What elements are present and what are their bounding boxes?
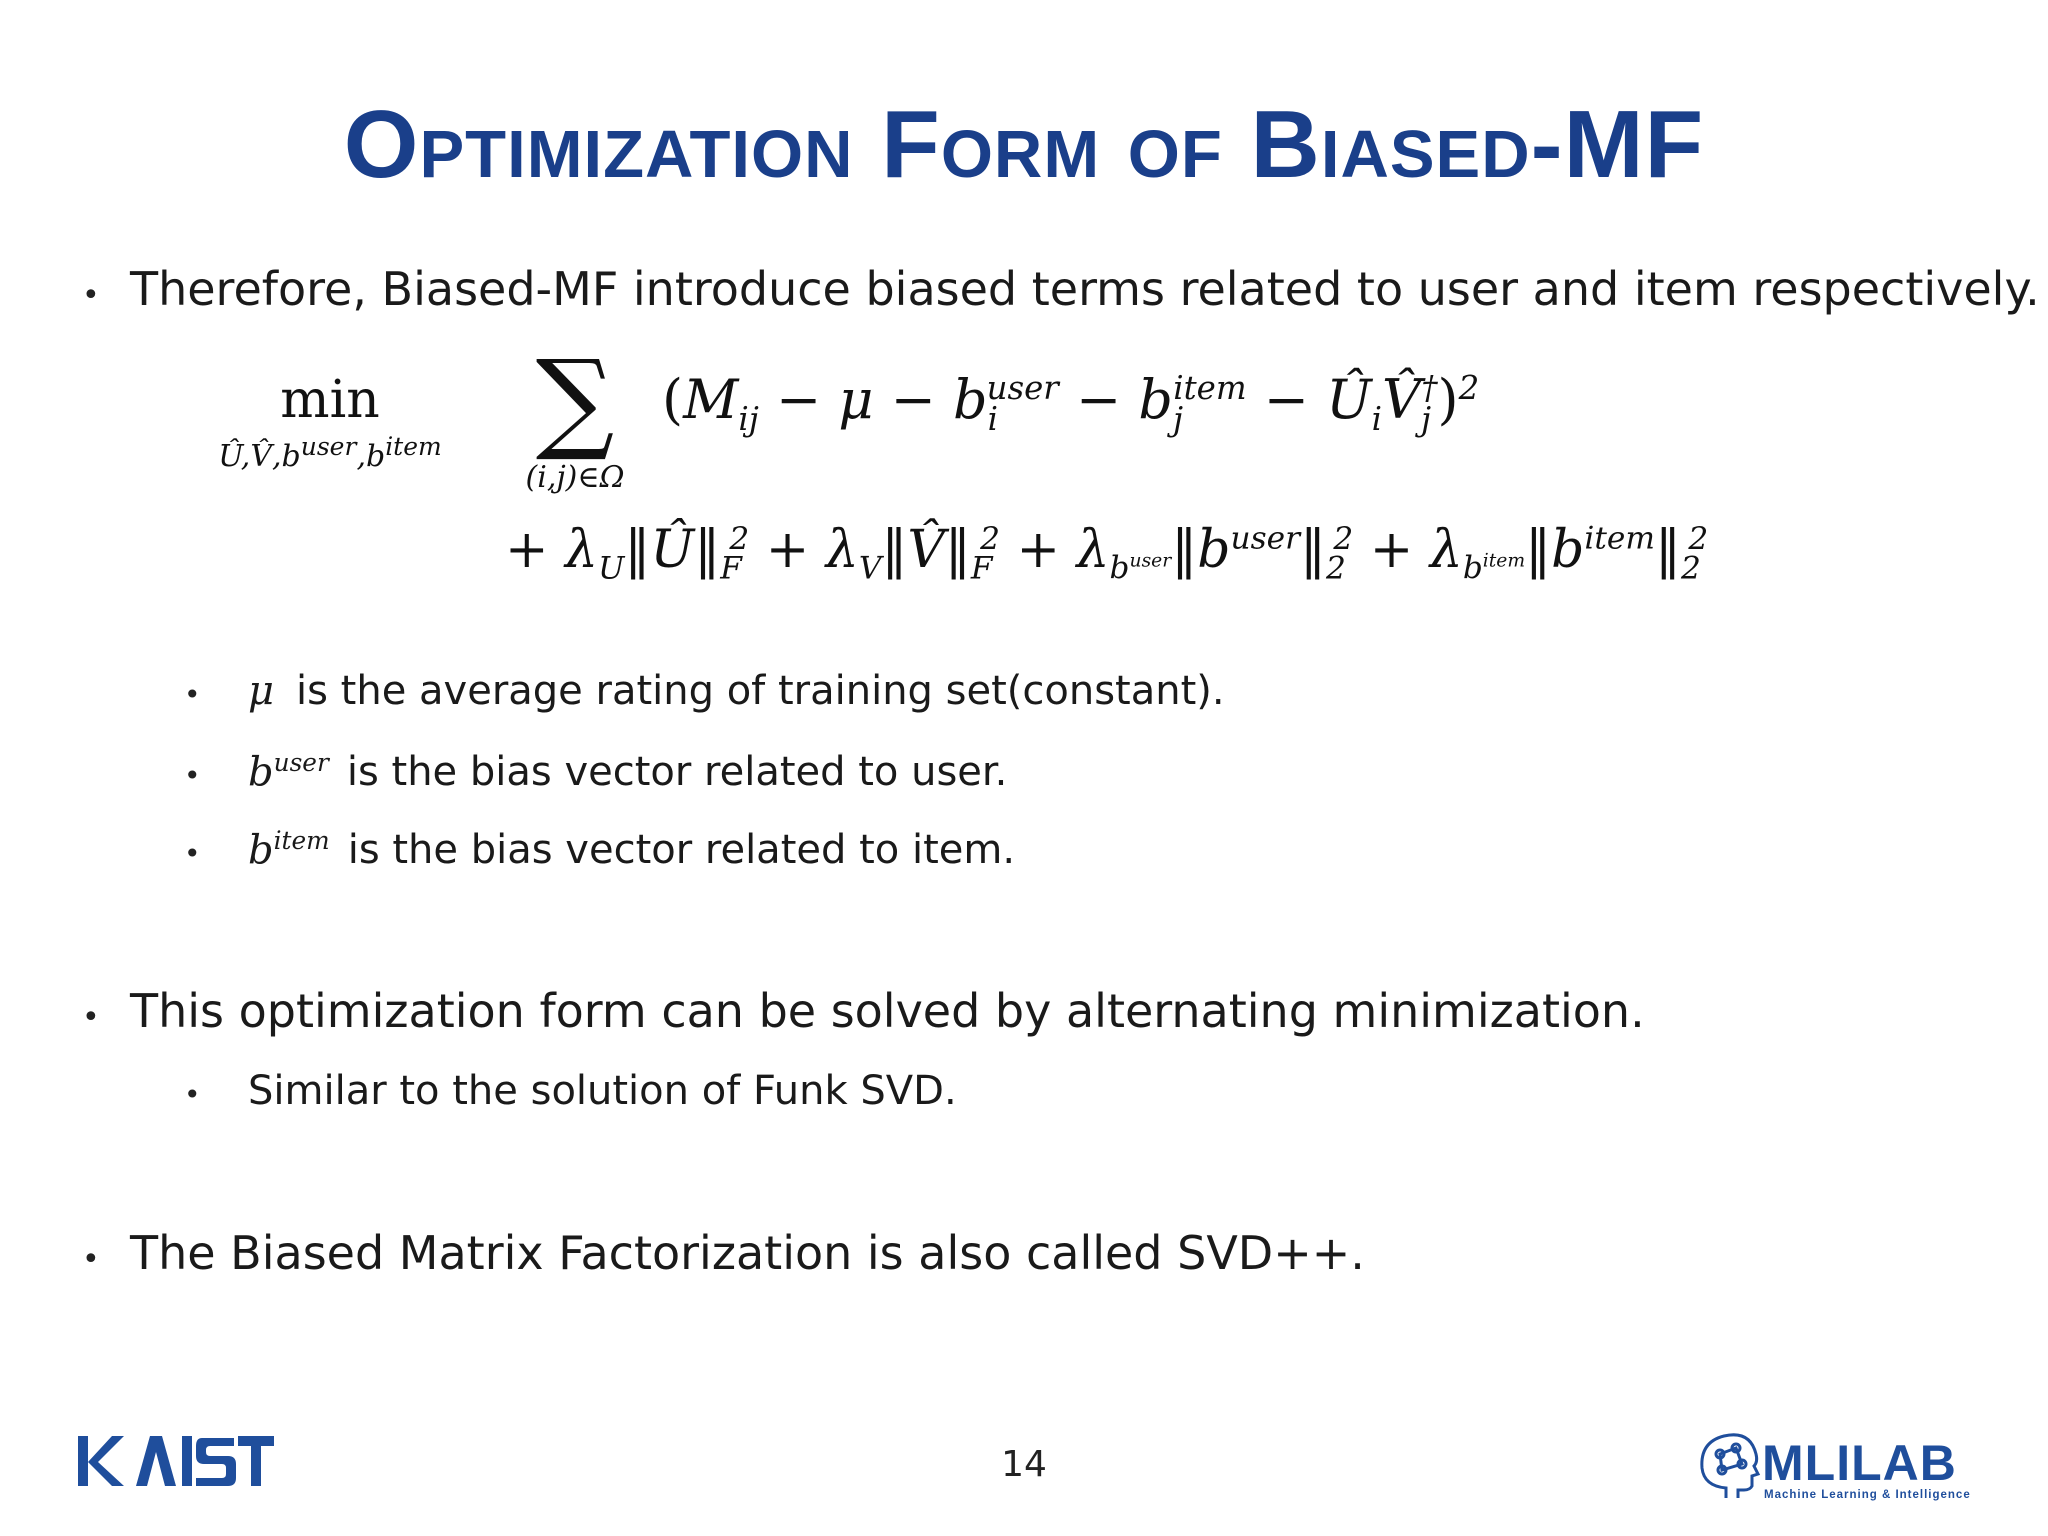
bullet-dot: • (184, 1078, 201, 1111)
min-subscript: $Û,V̂,b^{user},b^{item}$ (218, 432, 442, 474)
formula-main-term: ($M_{ij} - \mu - b_i^{user} - b_j^{item}$ − $Û_iV̂_j^\dagger)^2$ (662, 368, 1480, 438)
bullet-dot: • (184, 837, 201, 871)
formula-min-operator (165, 370, 495, 474)
mu-symbol: μ (248, 668, 274, 714)
sub-bullet-bitem (184, 826, 1015, 873)
buser-symbol: $b^{user}$ (248, 748, 329, 796)
slide-title: Optimization Form of Biased-MF (343, 91, 1705, 198)
sub-bullet-buser-text: is the bias vector related to user. (346, 749, 1008, 796)
bullet-dot: • (184, 678, 201, 711)
min-word: min (280, 370, 380, 430)
sum-subscript: (i,j)∈Ω (525, 460, 625, 495)
bullet-dot: • (82, 1000, 100, 1035)
bullet-dot: • (82, 1242, 100, 1277)
sub-bullet-mu-text: is the average rating of training set(constant). (296, 668, 1225, 714)
page-number: 14 (1001, 1444, 1047, 1485)
formula-regularizer: + $\lambda_U‖Û‖_F^2$ + $\lambda_V‖V̂‖_F^2$ + $\lambda_{b^{user}}‖b^{user}‖_2^2$ + $\lambda_{b^{item}}‖b^{item}‖_2^2$ (505, 520, 1709, 587)
mlilab-tagline: Machine Learning & Intelligence (1764, 1489, 1971, 1501)
sub-bullet-funk (184, 1068, 957, 1114)
kaist-logo (78, 1432, 274, 1490)
bullet-2-text: This optimization form can be solved by alternating minimization. (130, 984, 1645, 1038)
bullet-dot: • (184, 759, 201, 793)
bullet-dot: • (82, 278, 100, 313)
sub-bullet-buser (184, 748, 1007, 795)
formula-summation (500, 336, 650, 495)
bitem-symbol: $b^{item}$ (248, 826, 330, 874)
bullet-3 (82, 1226, 1365, 1280)
sub-bullet-funk-text: Similar to the solution of Funk SVD. (248, 1068, 957, 1114)
bullet-1-text: Therefore, Biased-MF introduce biased terms related to user and item respectively. (130, 262, 2040, 316)
bullet-2 (82, 984, 1645, 1038)
sigma-symbol: ∑ (535, 336, 615, 464)
bullet-1 (82, 262, 2040, 316)
mlilab-wordmark: MLILAB (1762, 1435, 1957, 1491)
sub-bullet-bitem-text: is the bias vector related to item. (347, 827, 1016, 874)
bullet-3-text: The Biased Matrix Factorization is also called SVD++. (130, 1226, 1365, 1280)
mlilab-logo (1690, 1428, 1980, 1504)
sub-bullet-mu (184, 668, 1225, 714)
